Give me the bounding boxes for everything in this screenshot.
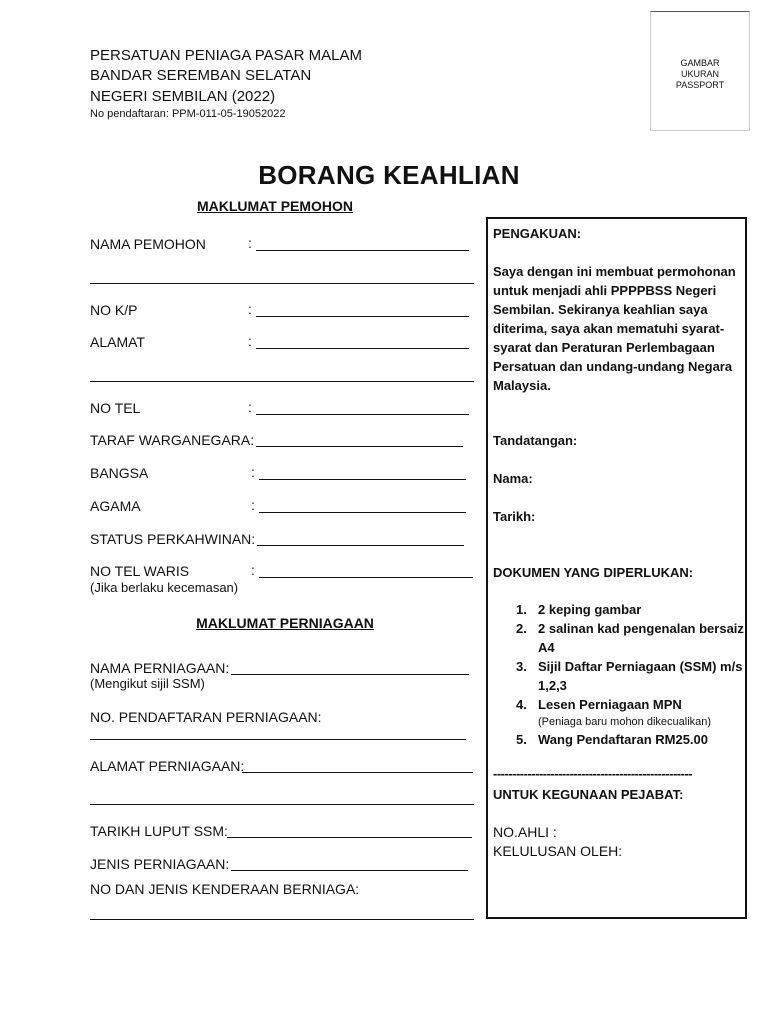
- nama-pemohon-field-line2[interactable]: [90, 283, 474, 284]
- alamat-field[interactable]: [256, 348, 469, 349]
- list-item-number: 5.: [516, 732, 527, 747]
- no-tel-colon: :: [248, 399, 252, 415]
- nama-perniagaan-field[interactable]: [231, 674, 469, 675]
- documents-heading: DOKUMEN YANG DIPERLUKAN:: [493, 565, 694, 580]
- applicant-section-heading: MAKLUMAT PEMOHON: [196, 198, 354, 214]
- declaration-date-label[interactable]: Tarikh:: [493, 509, 536, 524]
- list-item: [514, 600, 744, 619]
- list-item-text: 2 keping gambar: [538, 602, 642, 617]
- bangsa-label: BANGSA: [90, 465, 149, 481]
- business-section-heading: MAKLUMAT PERNIAGAAN: [196, 615, 374, 631]
- kelulusan-label: KELULUSAN OLEH:: [493, 843, 623, 859]
- registration-number: No pendaftaran: PPM-011-05-19052022: [90, 108, 286, 120]
- tarikh-luput-label: TARIKH LUPUT SSM:: [90, 823, 228, 839]
- jenis-perniagaan-label: JENIS PERNIAGAAN:: [90, 856, 230, 872]
- no-kp-label: NO K/P: [90, 302, 138, 318]
- nama-perniagaan-label: NAMA PERNIAGAAN:: [90, 660, 230, 676]
- declaration-heading: PENGAKUAN:: [493, 226, 582, 241]
- list-item: [514, 730, 744, 749]
- no-tel-waris-colon: :: [251, 562, 255, 578]
- list-item-note: (Peniaga baru mohon dikecualikan): [538, 716, 712, 728]
- no-ahli-label: NO.AHLI :: [493, 824, 557, 840]
- agama-colon: :: [251, 497, 255, 513]
- list-item-text: Wang Pendaftaran RM25.00: [538, 732, 709, 747]
- office-use-heading: UNTUK KEGUNAAN PEJABAT:: [493, 787, 684, 802]
- agama-field[interactable]: [259, 512, 466, 513]
- tarikh-luput-field[interactable]: [227, 837, 472, 838]
- nama-pemohon-field[interactable]: [256, 250, 469, 251]
- no-kp-colon: :: [248, 301, 252, 317]
- org-name-line3: NEGERI SEMBILAN (2022): [90, 88, 276, 105]
- list-item-number: 4.: [516, 697, 527, 712]
- bangsa-colon: :: [251, 464, 255, 480]
- required-documents-list: [514, 600, 744, 749]
- photo-box-label-line1: GAMBAR: [680, 58, 720, 68]
- no-tel-waris-field[interactable]: [259, 577, 473, 578]
- office-divider: ----------------------------------------------------: [493, 766, 693, 781]
- no-tel-label: NO TEL: [90, 400, 141, 416]
- org-name-line1: PERSATUAN PENIAGA PASAR MALAM: [90, 47, 363, 64]
- alamat-perniagaan-label: ALAMAT PERNIAGAAN:: [90, 758, 245, 774]
- bangsa-field[interactable]: [259, 479, 466, 480]
- status-perkahwinan-field[interactable]: [257, 545, 464, 546]
- taraf-warganegara-label: TARAF WARGANEGARA:: [90, 432, 255, 448]
- no-kp-field[interactable]: [256, 316, 469, 317]
- photo-box-label-line2: UKURAN: [680, 69, 719, 79]
- taraf-warganegara-field[interactable]: [256, 446, 463, 447]
- alamat-colon: :: [248, 333, 252, 349]
- kenderaan-field[interactable]: [90, 919, 474, 920]
- jenis-perniagaan-field[interactable]: [231, 870, 468, 871]
- nama-perniagaan-note: (Mengikut sijil SSM): [90, 676, 205, 691]
- list-item-number: 1.: [516, 602, 527, 617]
- alamat-label: ALAMAT: [90, 334, 145, 350]
- list-item-text: 2 salinan kad pengenalan bersaiz A4: [538, 621, 744, 655]
- list-item: [514, 657, 744, 695]
- agama-label: AGAMA: [90, 498, 141, 514]
- no-pendaftaran-label: NO. PENDAFTARAN PERNIAGAAN:: [90, 709, 322, 725]
- alamat-perniagaan-field-line2[interactable]: [90, 804, 474, 805]
- photo-box-label-line3: PASSPORT: [675, 80, 725, 90]
- nama-pemohon-colon: :: [248, 235, 252, 251]
- passport-photo-box[interactable]: [650, 11, 750, 131]
- nama-pemohon-label: NAMA PEMOHON: [90, 236, 206, 252]
- org-name-line2: BANDAR SEREMBAN SELATAN: [90, 67, 312, 84]
- no-pendaftaran-field[interactable]: [90, 739, 466, 740]
- declaration-name-label[interactable]: Nama:: [493, 471, 533, 486]
- list-item: [514, 695, 744, 730]
- list-item: [514, 619, 744, 657]
- signature-label[interactable]: Tandatangan:: [493, 433, 578, 448]
- alamat-field-line2[interactable]: [90, 381, 474, 382]
- declaration-statement: Saya dengan ini membuat permohonan untuk menjadi ahli PPPPBSS Negeri Sembilan. Sekiranya keahlian saya diterima, saya akan mematuhi syarat-syarat dan Peraturan Perlembagaan Persatuan dan undang-undang Negara Malaysia.: [493, 264, 736, 393]
- alamat-perniagaan-field[interactable]: [242, 772, 473, 773]
- list-item-number: 3.: [516, 659, 527, 674]
- list-item-text: Lesen Perniagaan MPN: [538, 697, 682, 712]
- form-title: BORANG KEAHLIAN: [258, 160, 520, 190]
- status-perkahwinan-label: STATUS PERKAHWINAN:: [90, 531, 256, 547]
- kenderaan-label: NO DAN JENIS KENDERAAN BERNIAGA:: [90, 881, 360, 897]
- list-item-text: Sijil Daftar Perniagaan (SSM) m/s 1,2,3: [538, 659, 743, 693]
- list-item-number: 2.: [516, 621, 527, 636]
- no-tel-waris-note: (Jika berlaku kecemasan): [90, 580, 239, 595]
- no-tel-field[interactable]: [256, 414, 469, 415]
- no-tel-waris-label: NO TEL WARIS: [90, 563, 190, 579]
